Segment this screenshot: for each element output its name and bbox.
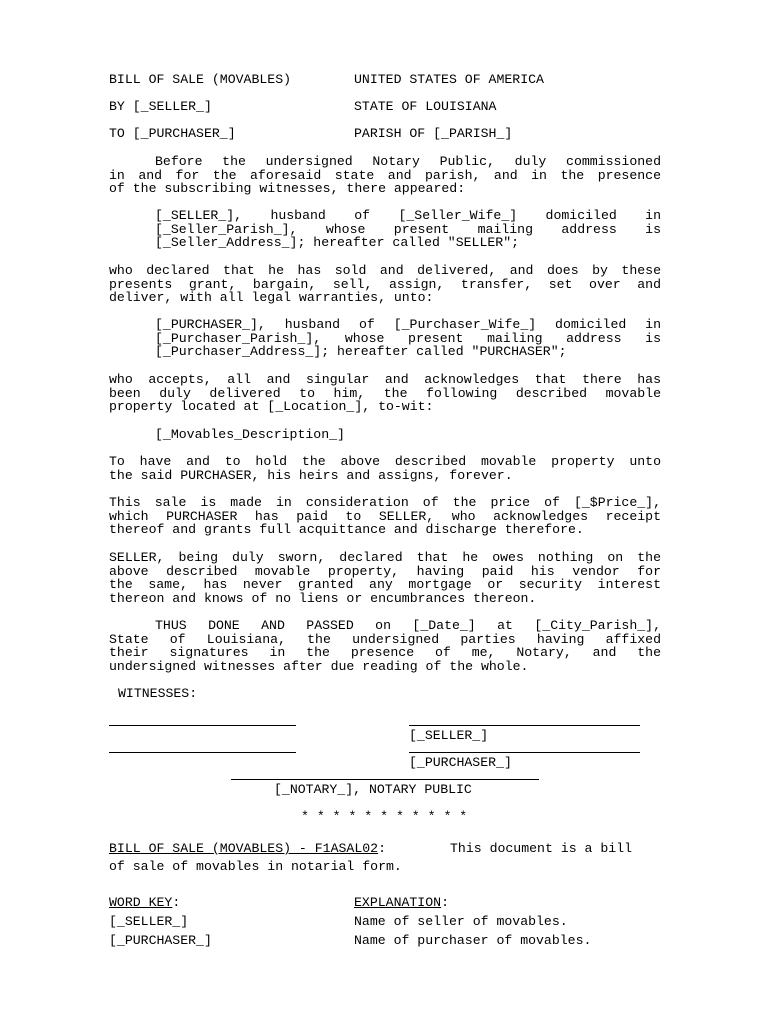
header-state: STATE OF LOUISIANA [354, 99, 497, 114]
acceptance-line: who accepts, all and singular and acknowledges that there has [109, 372, 661, 387]
header-parish: PARISH OF [_PARISH_] [354, 126, 513, 141]
seller-line: [_SELLER_], husband of [_Seller_Wife_] domiciled in [155, 208, 661, 223]
seller-line: [_Seller_Address_]; hereafter called "SELLER"; [155, 235, 520, 251]
warranty-line: above described movable property, having paid his vendor for [109, 563, 661, 579]
intro-line: in and for the aforesaid state and parish, and in the presence [109, 167, 661, 183]
word-key-explanation: Name of seller of movables. [354, 914, 568, 929]
acceptance-paragraph [109, 373, 661, 414]
word-key-explanation: Name of purchaser of movables. [354, 933, 592, 948]
notary-signature-label: [_NOTARY_], NOTARY PUBLIC [274, 782, 472, 797]
seller-signature-line [409, 725, 640, 726]
acceptance-line: been duly delivered to him, the following described movable [109, 385, 661, 401]
seller-block [155, 209, 661, 250]
warranty-line: thereon and knows of no liens or encumbrances thereon. [109, 591, 537, 607]
purchaser-line: [_PURCHASER_], husband of [_Purchaser_Wife_] domiciled in [155, 317, 661, 332]
habendum-paragraph [109, 455, 661, 482]
acceptance-line: property located at [_Location_], to-wit: [109, 399, 434, 415]
purchaser-signature-line [409, 752, 640, 753]
consideration-paragraph [109, 496, 661, 537]
purchaser-line: [_Purchaser_Address_]; hereafter called "PURCHASER"; [155, 344, 567, 360]
footer-description-line-1 [109, 842, 386, 856]
header-country: UNITED STATES OF AMERICA [354, 72, 544, 87]
declaration-paragraph [109, 264, 661, 305]
movables-description: [_Movables_Description_] [155, 427, 345, 442]
purchaser-signature-label: [_PURCHASER_] [409, 755, 512, 770]
declaration-line: presents grant, bargain, sell, assign, transfer, set over and [109, 276, 661, 292]
habendum-line: To have and to hold the above described movable property unto [109, 454, 661, 469]
declaration-line: deliver, with all legal warranties, unto: [109, 290, 434, 306]
seller-signature-label: [_SELLER_] [409, 728, 489, 743]
word-key-heading [109, 896, 180, 910]
header-to-purchaser: TO [_PURCHASER_] [109, 126, 236, 141]
execution-paragraph [109, 619, 661, 674]
intro-paragraph [109, 155, 661, 196]
word-key-term: [_PURCHASER_] [109, 933, 212, 948]
explanation-label: EXPLANATION [354, 895, 442, 910]
footer-form-title: BILL OF SALE (MOVABLES) - F1ASAL02 [109, 841, 379, 856]
footer-description-text: This document is a bill [450, 841, 633, 856]
execution-line: undersigned witnesses after due reading of the whole. [109, 659, 529, 675]
seller-line: [_Seller_Parish_], whose present mailing address is [155, 221, 661, 237]
word-key-colon: : [172, 895, 181, 910]
notary-signature-line [231, 779, 539, 780]
warranty-line: SELLER, being duly sworn, declared that he owes nothing on the [109, 550, 661, 565]
execution-line: THUS DONE AND PASSED on [_Date_] at [_City_Parish_], [155, 618, 661, 633]
separator-stars: * * * * * * * * * * * [301, 809, 468, 824]
witness-2-signature-line [109, 752, 296, 753]
word-key-term: [_SELLER_] [109, 914, 189, 929]
footer-description-line-2: of sale of movables in notarial form. [109, 859, 402, 874]
consideration-line: which PURCHASER has paid to SELLER, who acknowledges receipt [109, 508, 661, 524]
intro-line: Before the undersigned Notary Public, duly commissioned [155, 154, 661, 169]
header-by-seller: BY [_SELLER_] [109, 99, 212, 114]
word-key-label: WORD KEY [109, 895, 173, 910]
witness-1-signature-line [109, 725, 296, 726]
header-title: BILL OF SALE (MOVABLES) [109, 72, 292, 87]
consideration-line: thereof and grants full acquittance and discharge therefore. [109, 522, 584, 538]
warranty-line: the same, has never granted any mortgage or security interest [109, 577, 661, 593]
purchaser-line: [_Purchaser_Parish_], whose present mailing address is [155, 330, 661, 346]
witnesses-label: WITNESSES: [118, 686, 198, 701]
explanation-colon: : [441, 895, 449, 910]
declaration-line: who declared that he has sold and delivered, and does by these [109, 263, 661, 278]
explanation-heading [354, 896, 449, 910]
execution-line: their signatures in the presence of me, Notary, and the [109, 645, 661, 661]
purchaser-block [155, 318, 661, 359]
habendum-line: the said PURCHASER, his heirs and assigns, forever. [109, 467, 513, 483]
warranty-paragraph [109, 551, 661, 606]
intro-line: of the subscribing witnesses, there appeared: [109, 181, 466, 197]
execution-line: State of Louisiana, the undersigned parties having affixed [109, 631, 661, 647]
consideration-line: This sale is made in consideration of the price of [_$Price_], [109, 495, 661, 510]
footer-colon: : [378, 841, 386, 856]
